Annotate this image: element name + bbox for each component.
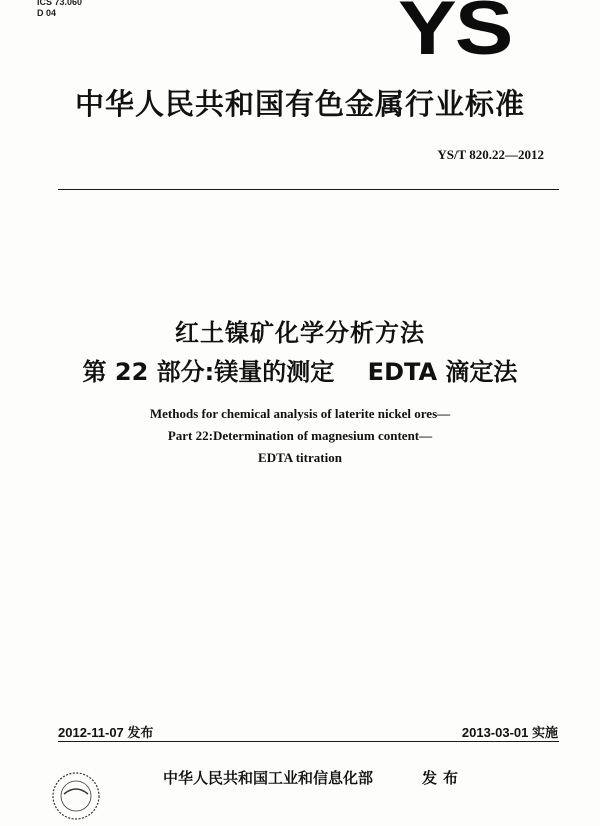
ics-code: ICS 73.060 [37,0,83,7]
issuing-authority: 中华人民共和国工业和信息化部 [163,769,374,787]
top-divider [58,189,559,190]
chinese-title-line-1: 红土镍矿化学分析方法 [175,319,425,347]
english-title-line-1: Methods for chemical analysis of laterite nickel ores— [149,406,451,421]
english-title-line-2: Part 22:Determination of magnesium content— [167,428,433,443]
ccs-code: D 04 [37,8,57,18]
english-title-line-3: EDTA titration [258,450,342,465]
issued-label: 发布 [422,769,465,787]
industry-standard-title: 中华人民共和国有色金属行业标准 [74,87,525,121]
implementation-date: 2013-03-01 实施 [461,725,558,740]
standard-number: YS/T 820.22—2012 [437,147,544,162]
ys-logo: YS [398,0,512,71]
ministry-seal-icon [50,770,102,822]
chinese-title-line-2: 第 22 部分:镁量的测定 EDTA 滴定法 [82,358,518,386]
bottom-divider [58,741,559,742]
issue-date: 2012-11-07 发布 [58,725,154,740]
